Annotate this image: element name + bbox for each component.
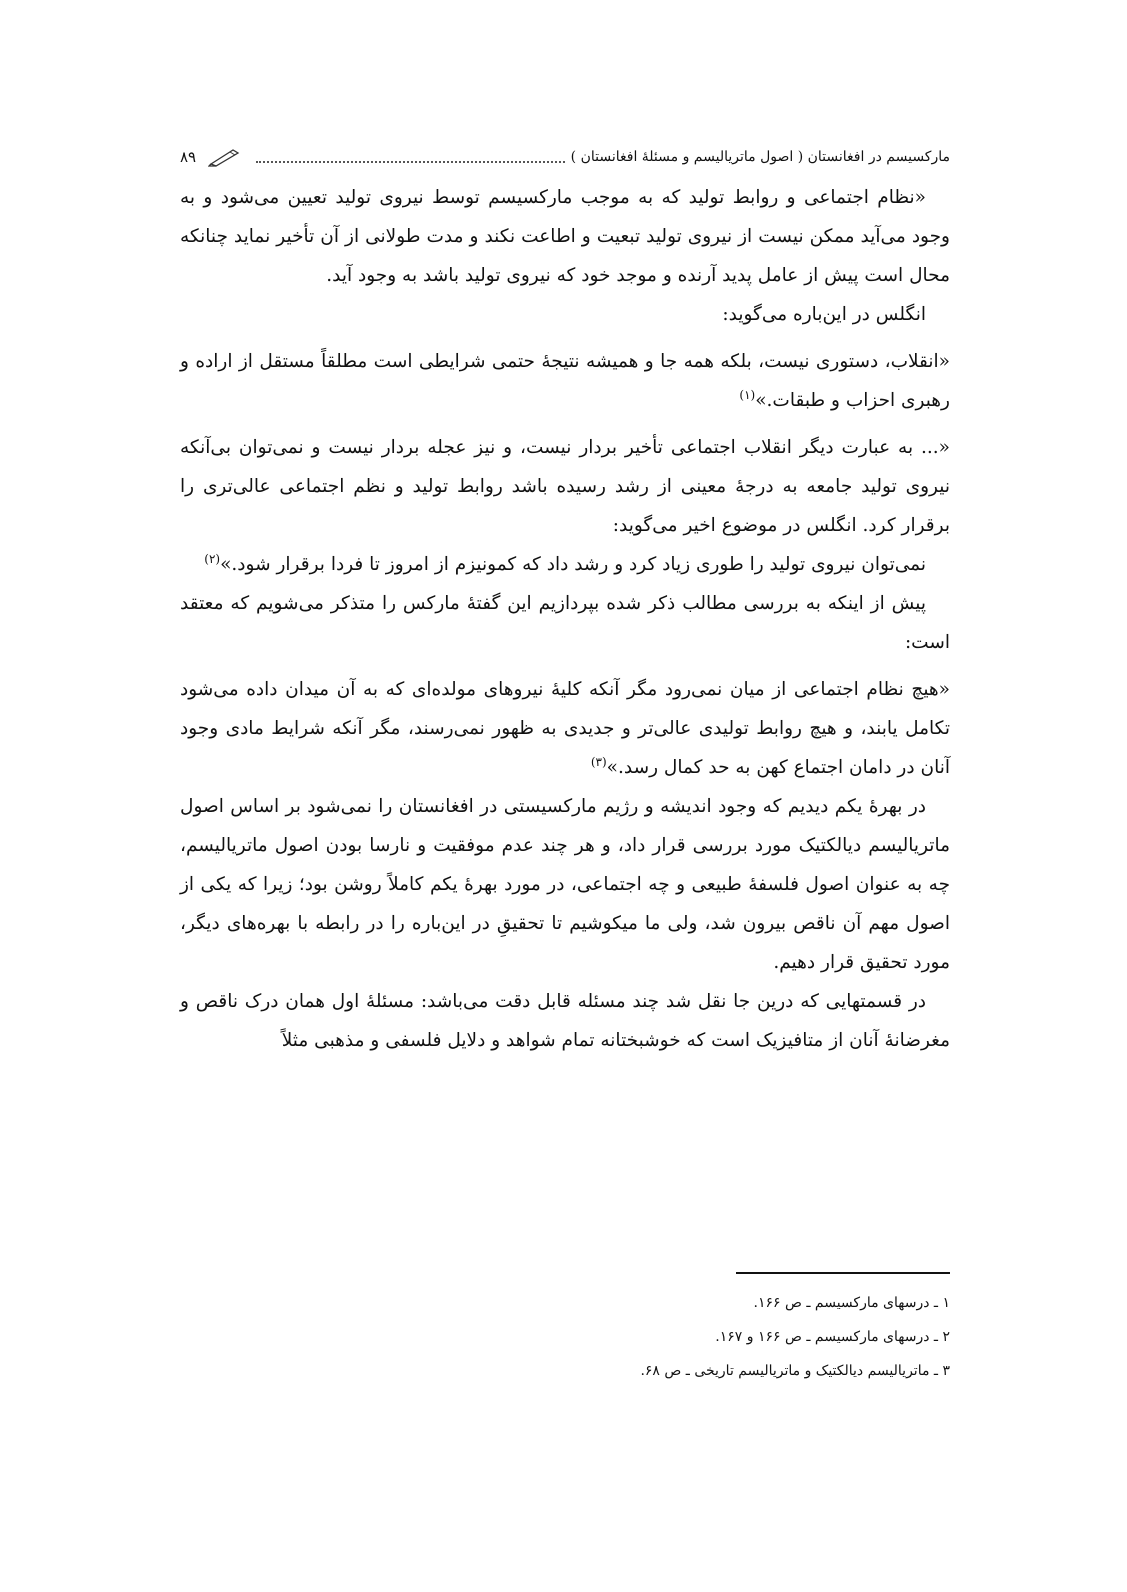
page-number: ۸۹: [180, 148, 197, 166]
paragraph-5-text: نمی‌توان نیروی تولید را طوری زیاد کرد و رشد داد که کمونیزم از امروز تا فردا برقرار شود.»: [220, 554, 926, 575]
paragraph-7: [180, 670, 950, 787]
paragraph-2-text: انگلس در این‌باره می‌گوید:: [722, 304, 926, 325]
footnote-divider: [736, 1272, 950, 1274]
paragraph-4: [180, 428, 950, 545]
paragraph-8-text: در بهرهٔ یکم دیدیم که وجود اندیشه و رژیم مارکسیستی در افغانستان را نمی‌شود بر اساس اصول ماتریالیسم دیالکتیک مورد بررسی قرار داد، و هر چند عدم موفقیت و نارسا بودن اصول ماتریالیسم، چه به عنوان اصول فلسفهٔ طبیعی و چه اجتماعی، در مورد بهرهٔ یکم کاملاً روشن بود؛ زیرا که یکی از اصول مهم آن ناقص بیرون شد، ولی ما میکوشیم تا تحقیقِ در این‌باره را در رابطه با بهره‌های دیگر، مورد تحقیق قرار دهیم.: [180, 796, 950, 973]
footnote-2: ۲ ـ درسهای مارکسیسم ـ ص ۱۶۶ و ۱۶۷.: [715, 1329, 950, 1345]
footnote-ref-3[interactable]: (۳): [590, 754, 607, 769]
body-text: [180, 178, 950, 1060]
paragraph-4-text: «... به عبارت دیگر انقلاب اجتماعی تأخیر بردار نیست، و نیز عجله بردار نیست و نمی‌توان بی‌آنکه نیروی تولید جامعه به درجهٔ معینی از رشد رسیده باشد روابط تولید و نظم اجتماعی عالی‌تری را برقرار کرد. انگلس در موضوع اخیر می‌گوید:: [180, 437, 950, 536]
footnote-3: ۳ ـ ماتریالیسم دیالکتیک و ماتریالیسم تاریخی ـ ص ۶۸.: [640, 1363, 950, 1379]
pen-icon: [208, 147, 242, 167]
running-header: [180, 142, 950, 172]
footnote-1: ۱ ـ درسهای مارکسیسم ـ ص ۱۶۶.: [753, 1295, 950, 1311]
paragraph-3: [180, 342, 950, 420]
paragraph-8: [180, 787, 950, 982]
header-title: مارکسیسم در افغانستان ( اصول ماتریالیسم و مسئلهٔ افغانستان ): [570, 149, 950, 165]
footnote-ref-1[interactable]: (۱): [739, 387, 756, 402]
paragraph-6: [180, 584, 950, 662]
footnotes: [180, 1286, 950, 1388]
paragraph-7-text: «هیچ نظام اجتماعی از میان نمی‌رود مگر آنکه کلیهٔ نیروهای مولده‌ای که به آن میدان داده می‌شود تکامل یابند، و هیچ روابط تولیدی عالی‌تر و جدیدی به ظهور نمی‌رسند، مگر آنکه شرایط مادی وجود آنان در دامان اجتماع کهن به حد کمال رسد.»: [180, 679, 950, 778]
paragraph-1-text: «نظام اجتماعی و روابط تولید که به موجب مارکسیسم توسط نیروی تولید تعیین می‌شود و به وجود می‌آید ممکن نیست از نیروی تولید تبعیت و اطاعت نکند و مدت طولانی از آن تأخیر نماید چنانکه محال است پیش از عامل پدید آرنده و موجد خود که نیروی تولید باشد به وجود آید.: [180, 187, 950, 286]
paragraph-5: [180, 545, 950, 584]
footnote-ref-2[interactable]: (۲): [204, 551, 221, 566]
header-dotted-leader: [256, 151, 565, 163]
paragraph-9-text: در قسمتهایی که درین جا نقل شد چند مسئله قابل دقت می‌باشد: مسئلهٔ اول همان درک ناقص و مغرضانهٔ آنان از متافیزیک است که خوشبختانه تمام شواهد و دلایل فلسفی و مذهبی مثلاً: [180, 991, 950, 1051]
paragraph-9: [180, 982, 950, 1060]
paragraph-6-text: پیش از اینکه به بررسی مطالب ذکر شده بپردازیم این گفتهٔ مارکس را متذکر می‌شویم که معتقد است:: [180, 593, 950, 653]
paragraph-3-text: «انقلاب، دستوری نیست، بلکه همه جا و همیشه نتیجهٔ حتمی شرایطی است مطلقاً مستقل از اراده و رهبری احزاب و طبقات.»: [180, 351, 950, 411]
paragraph-1: [180, 178, 950, 295]
paragraph-2: [180, 295, 950, 334]
